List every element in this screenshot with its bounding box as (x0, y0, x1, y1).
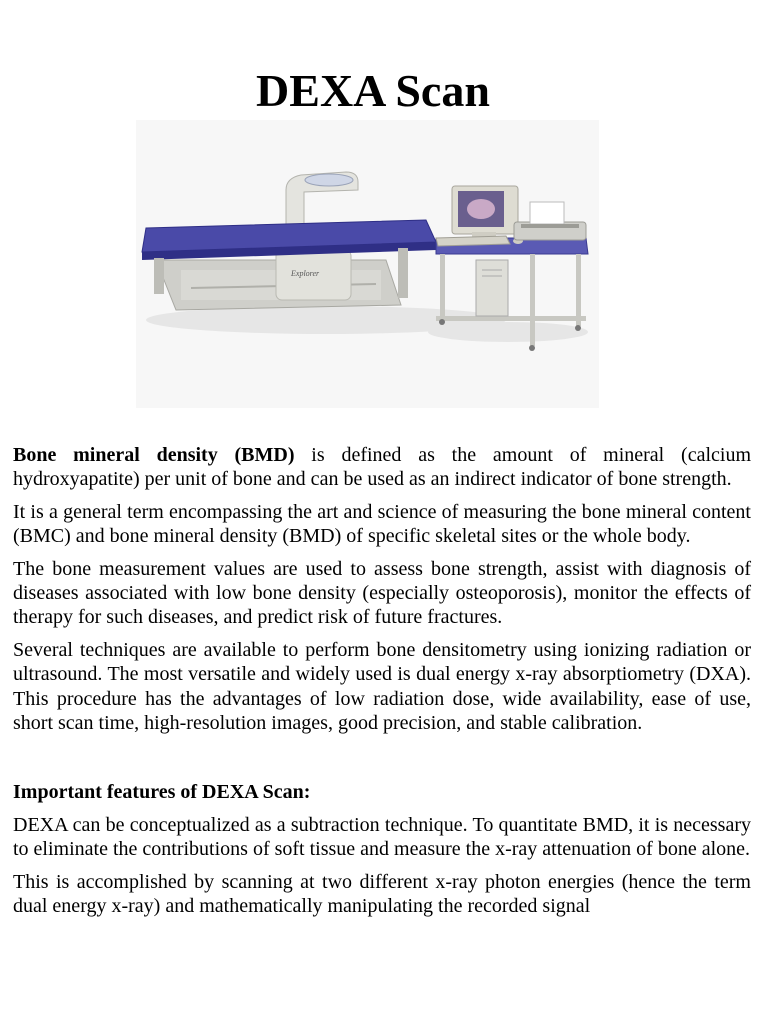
paragraph-techniques: Several techniques are available to perform bone densitometry using ionizing radiation or ultrasound. The most versatile and widely used is dual energy x-ray absorptiometry (DXA). This procedure has the advantages of low radiation dose, wide availability, ease of use, short scan time, high-resolution images, good precision, and stable calibration. (13, 638, 751, 735)
scanner-brand-label: Explorer (291, 269, 320, 278)
features-heading: Important features of DEXA Scan: (13, 781, 311, 804)
body-text (13, 443, 751, 927)
bmd-definition-text: is defined as the amount of mineral (calcium hydroxyapatite) per unit of bone and can be used as an indirect indicator of bone strength. (13, 444, 751, 491)
paragraph-bmd-definition (13, 443, 751, 492)
paragraph-densitometry-definition: It is a general term encompassing the art and science of measuring the bone mineral content (BMC) and bone mineral density (BMD) of specific skeletal sites or the whole body. (13, 500, 751, 548)
paragraph-dual-energy: This is accomplished by scanning at two different x-ray photon energies (hence the term dual energy x-ray) and mathematically manipulating the recorded signal (13, 870, 751, 918)
bmd-term: Bone mineral density (BMD) (13, 444, 295, 466)
paragraph-measurement-uses: The bone measurement values are used to assess bone strength, assist with diagnosis of diseases associated with low bone density (especially osteoporosis), monitor the effects of therapy for such diseases, and predict risk of future fractures. (13, 557, 751, 629)
dexa-scanner-photo (136, 120, 599, 408)
page-title: DEXA Scan (256, 65, 490, 116)
dexa-scanner-illustration (136, 120, 599, 408)
paragraph-subtraction-technique: DEXA can be conceptualized as a subtraction technique. To quantitate BMD, it is necessary to eliminate the contributions of soft tissue and measure the x-ray attenuation of bone alone. (13, 813, 751, 861)
